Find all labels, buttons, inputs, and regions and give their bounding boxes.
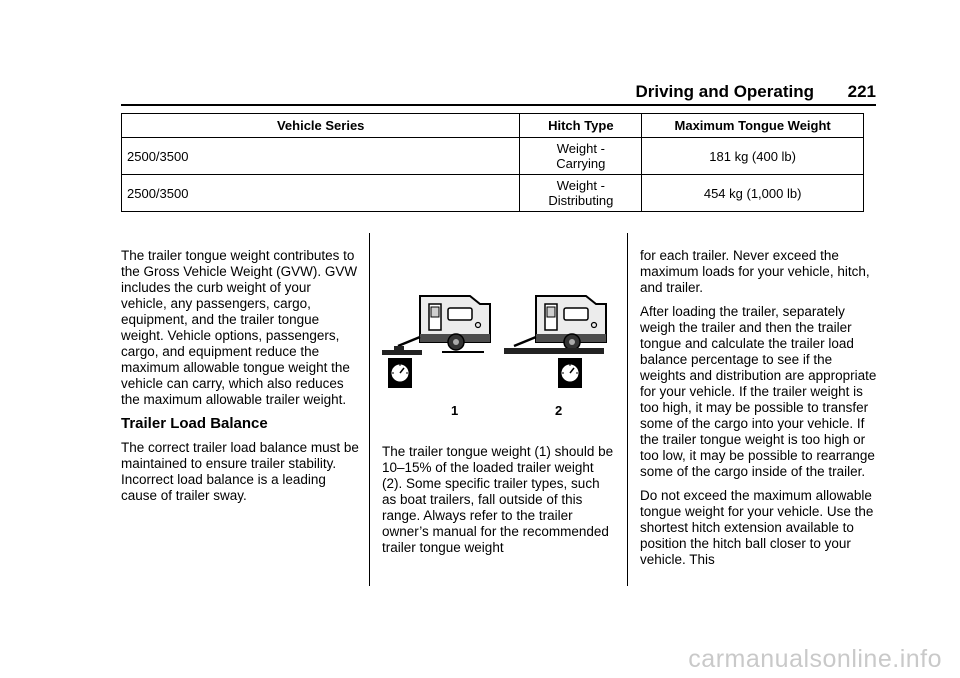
figure-label-1: 1: [451, 403, 459, 418]
paragraph-hitch-extension: Do not exceed the maximum allowable tongue weight for your vehicle. Use the shortest hitch extension available to position the hitch ball closer to your vehicle. This: [640, 488, 874, 567]
table-header-row: [122, 114, 864, 138]
cell-hitch: [520, 138, 642, 175]
col-header-hitch-type: Hitch Type: [520, 114, 642, 138]
paragraph-weigh-trailer: After loading the trailer, separately weigh the trailer and then the trailer tongue and calculate the trailer load balance percentage to see if the weights and distribution are appropriate for your vehicle. If the trailer weight is too high, it may be possible to transfer some of the cargo into your vehicle. If the trailer tongue weight is too high or too low, it may be possible to rearrange some of the cargo inside of the trailer.: [640, 304, 877, 479]
paragraph-max-loads: for each trailer. Never exceed the maximum loads for your vehicle, hitch, and trailer.: [640, 248, 870, 295]
column-divider: [627, 233, 628, 586]
watermark: carmanualsonline.info: [688, 645, 942, 673]
table-row: [122, 175, 864, 212]
section-heading: Trailer Load Balance: [121, 415, 268, 432]
column-2: [382, 444, 616, 564]
cell-series: 2500/3500: [122, 138, 520, 175]
paragraph-load-balance: The correct trailer load balance must be maintained to ensure trailer stability. Incorrect load balance is a leading cause of trailer sway.: [121, 440, 359, 503]
cell-hitch-line1: Weight -: [556, 141, 605, 156]
col-header-max-tongue-weight: Maximum Tongue Weight: [642, 114, 864, 138]
cell-hitch-line2: Distributing: [548, 193, 614, 208]
page-header: [121, 80, 876, 106]
cell-hitch-line1: Weight -: [556, 178, 605, 193]
column-1: [121, 248, 359, 512]
figure-label-2: 2: [555, 403, 563, 418]
page-number: 221: [847, 82, 876, 101]
col-header-vehicle-series: Vehicle Series: [122, 114, 520, 138]
section-title: Driving and Operating: [635, 82, 814, 101]
paragraph-tongue-weight: The trailer tongue weight (1) should be 10–15% of the loaded trailer weight (2). Some specific trailer types, such as boat trailers, fall outside of this range. Always refer to the trailer owner’s manual for the recommended trailer tongue weight: [382, 444, 614, 555]
paragraph-gvw: The trailer tongue weight contributes to the Gross Vehicle Weight (GVW). GVW includes the curb weight of your vehicle, any passengers, cargo, equipment, and the trailer tongue weight. Vehicle options, passengers, cargo, and equipment reduce the maximum allowable tongue weight the vehicle can carry, which also reduces the maximum allowable trailer weight.: [121, 248, 358, 407]
cell-hitch-line2: Carrying: [556, 156, 606, 171]
table-row: [122, 138, 864, 175]
trailer-1-icon: [382, 296, 490, 388]
cell-max: 181 kg (400 lb): [642, 138, 864, 175]
cell-hitch: [520, 175, 642, 212]
trailer-2-icon: [504, 296, 606, 388]
column-3: [640, 248, 878, 576]
column-divider: [369, 233, 370, 586]
tongue-weight-table: [121, 113, 864, 212]
cell-max: 454 kg (1,000 lb): [642, 175, 864, 212]
cell-series: 2500/3500: [122, 175, 520, 212]
trailer-weight-illustration: [380, 290, 620, 400]
